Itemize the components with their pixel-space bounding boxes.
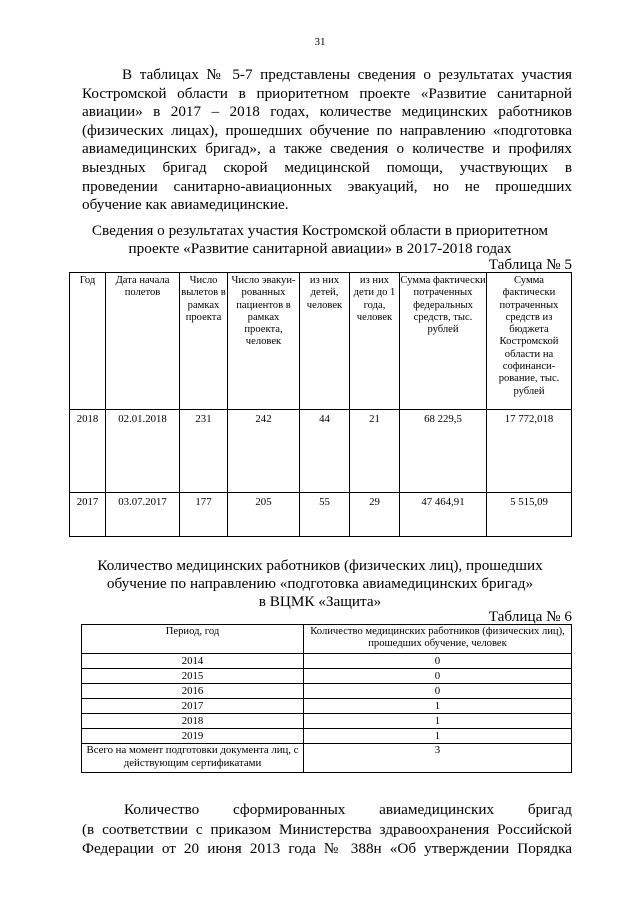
table-row <box>82 653 572 668</box>
table6-header-count: Количество медицинских работников (физических лиц), прошедших обучение, человек <box>304 625 572 654</box>
table-cell: 1 <box>304 698 572 713</box>
table-cell: 2018 <box>70 410 106 493</box>
table5-label: Таблица № 5 <box>488 256 572 273</box>
closing-paragraph-line: (в соответствии с приказом Министерства здравоохранения Российской <box>82 820 572 838</box>
intro-paragraph: В таблицах № 5-7 представлены сведения о результатах участия Костромской области в приоритетном проекте «Развитие санитарной авиации» в 2017 – 2018 годах, количестве медицинских работников (физических лицах), прошедших обучение по направлению «подготовка авиамедицинских бригад», а также сведения о количестве и профилях выездных бригад скорой медицинской помощи, участвующих в проведении санитарно-авиационных эвакуаций, но не прошедших обучение как авиамедицинские. <box>82 66 572 214</box>
table-cell: 55 <box>300 493 350 537</box>
table-row <box>70 410 572 493</box>
table-row <box>70 493 572 537</box>
table6-caption-line: Количество медицинских работников (физических лиц), прошедших <box>97 557 543 574</box>
table-row <box>82 713 572 728</box>
table6-header-period: Период, год <box>82 625 304 654</box>
closing-paragraph-line: Количество сформированных авиамедицинских бригад <box>124 801 572 818</box>
table-cell: 205 <box>228 493 300 537</box>
table-cell: 0 <box>304 668 572 683</box>
table-cell: 2019 <box>82 728 304 743</box>
table5-header-regional-funds: Сумма фактически потраченных средств из бюджета Костромской области на софинанси-рование, тыс. рублей <box>487 273 572 410</box>
table-cell: 177 <box>180 493 228 537</box>
table6-caption <box>70 557 570 611</box>
table-cell: 2014 <box>82 653 304 668</box>
table-cell: 5 515,09 <box>487 493 572 537</box>
table5 <box>69 272 572 537</box>
table-cell: 0 <box>304 653 572 668</box>
table5-caption <box>70 222 570 258</box>
table5-caption-line: Сведения о результатах участия Костромской области в приоритетном <box>91 222 549 239</box>
table-cell: 2015 <box>82 668 304 683</box>
table-cell: 02.01.2018 <box>106 410 180 493</box>
table-cell: 21 <box>350 410 400 493</box>
table-cell: 2018 <box>82 713 304 728</box>
table5-caption-line: проекте «Развитие санитарной авиации» в 2017-2018 годах <box>128 240 512 257</box>
closing-paragraph-line: Федерации от 20 июня 2013 года № 388н «Об утверждении Порядка <box>82 840 572 857</box>
table5-header-flights: Число вылетов в рамках проекта <box>180 273 228 410</box>
table5-header-federal-funds: Сумма фактически потраченных федеральных средств, тыс. рублей <box>400 273 487 410</box>
table-cell: 2016 <box>82 683 304 698</box>
table6-total-label: Всего на момент подготовки документа лиц, с действующим сертификатами <box>82 743 304 772</box>
table6-label: Таблица № 6 <box>488 608 572 625</box>
table-cell: 03.07.2017 <box>106 493 180 537</box>
table-cell: 1 <box>304 728 572 743</box>
table5-header-start-date: Дата начала полетов <box>106 273 180 410</box>
table-row <box>82 698 572 713</box>
closing-paragraph <box>82 800 572 859</box>
table5-header-children: из них детей, человек <box>300 273 350 410</box>
table6 <box>81 624 572 773</box>
table5-header-infants: из них дети до 1 года, человек <box>350 273 400 410</box>
table-cell: 2017 <box>70 493 106 537</box>
page-number: 31 <box>314 36 326 48</box>
table-cell: 1 <box>304 713 572 728</box>
table-cell: 2017 <box>82 698 304 713</box>
table-cell: 231 <box>180 410 228 493</box>
table-cell: 29 <box>350 493 400 537</box>
table6-caption-line: в ВЦМК «Защита» <box>258 593 382 610</box>
table6-total-row <box>82 743 572 772</box>
table-cell: 44 <box>300 410 350 493</box>
table-row <box>82 683 572 698</box>
table-cell: 68 229,5 <box>400 410 487 493</box>
table-row <box>82 728 572 743</box>
table-row <box>82 668 572 683</box>
table-cell: 0 <box>304 683 572 698</box>
table5-header-evacuated: Число эвакуи-рованных пациентов в рамках проекта, человек <box>228 273 300 410</box>
table-cell: 47 464,91 <box>400 493 487 537</box>
table6-caption-line: обучение по направлению «подготовка авиамедицинских бригад» <box>106 575 534 592</box>
table6-total-value: 3 <box>304 743 572 772</box>
table5-header-year: Год <box>70 273 106 410</box>
table5-header-row <box>70 273 572 410</box>
table-cell: 17 772,018 <box>487 410 572 493</box>
table6-header-row <box>82 625 572 654</box>
table-cell: 242 <box>228 410 300 493</box>
